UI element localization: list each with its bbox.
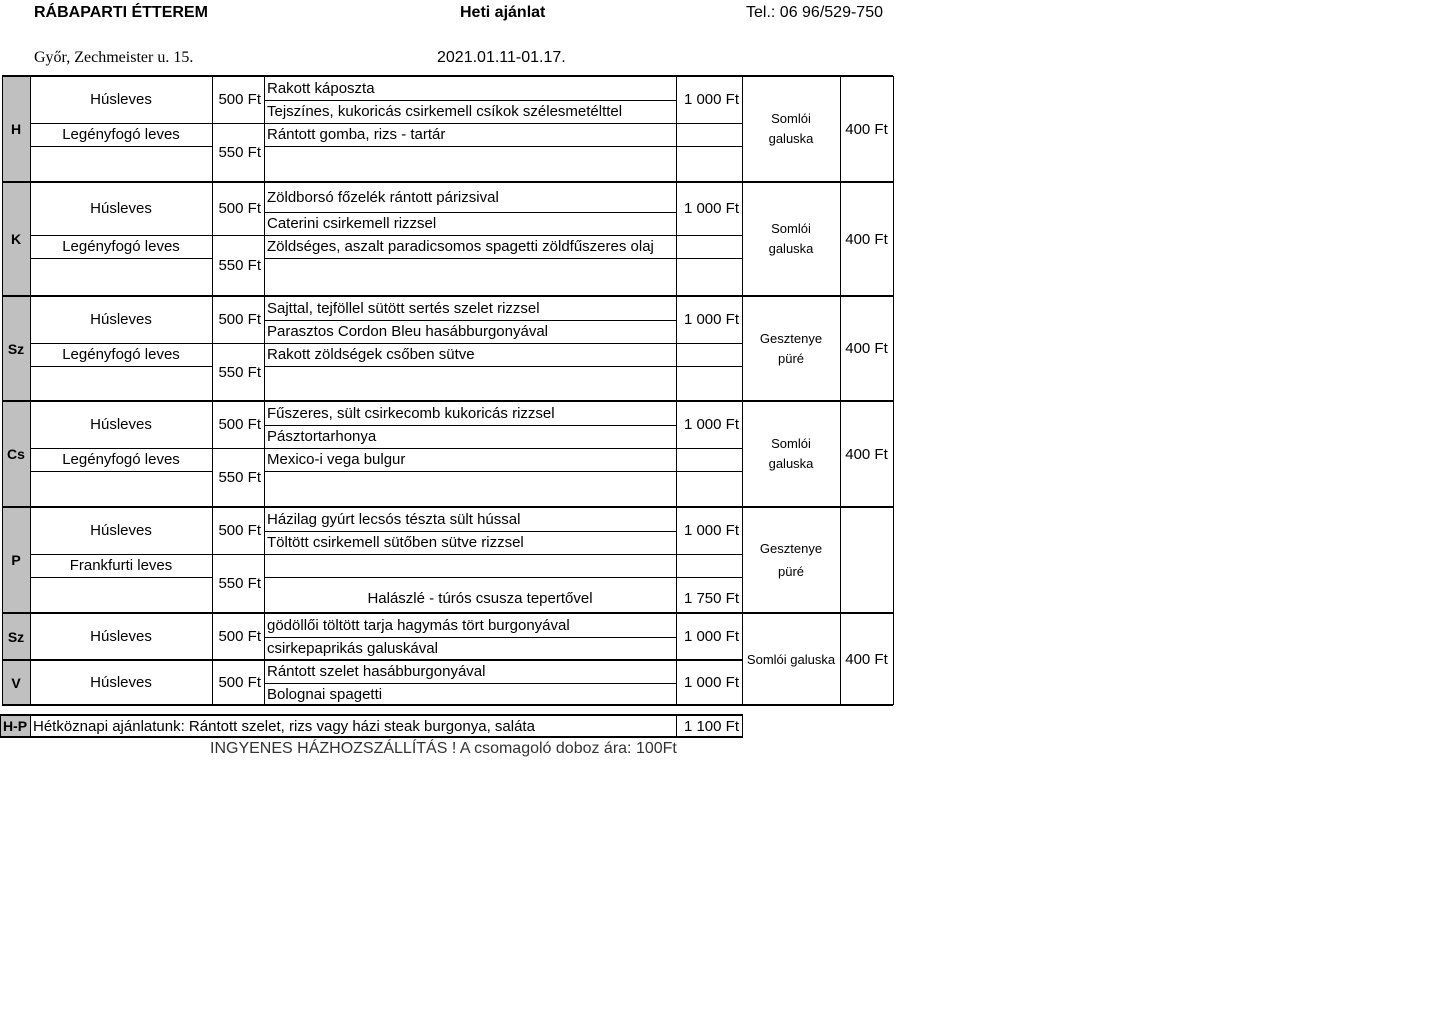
main-dish: gödöllői töltött tarja hagymás tört burgonyával [267, 616, 570, 634]
grid-line [30, 258, 212, 259]
main-dish: Tejszínes, kukoricás csirkemell csíkok szélesmetélttel [267, 103, 623, 120]
dessert: Gesztenye püré [759, 330, 823, 366]
main-dish: Zöldséges, aszalt paradicsomos spagetti zöldfűszeres olaj [267, 238, 654, 255]
soup-name: Frankfurti leves [69, 557, 173, 574]
grid-line [264, 471, 676, 472]
grid-line [264, 235, 742, 236]
grid-line [742, 182, 743, 296]
dessert-price: 400 Ft [845, 120, 888, 138]
address: Győr, Zechmeister u. 15. [34, 49, 194, 66]
grid-line [212, 613, 213, 660]
main-dish: Töltött csirkemell sütőben sütve rizzsel [267, 534, 524, 551]
grid-line [742, 401, 743, 507]
grid-line [264, 343, 742, 344]
grid-line [264, 613, 265, 660]
soup-name: Legényfogó leves [62, 451, 180, 468]
day-label: K [2, 182, 30, 296]
grid-line [264, 448, 742, 449]
soup-name: Húsleves [90, 628, 152, 645]
grid-line [30, 448, 264, 449]
day-label: Sz [2, 613, 30, 660]
grid-line [840, 296, 841, 401]
grid-line [676, 76, 677, 182]
grid-line [264, 366, 676, 367]
main-price: 1 750 Ft [683, 590, 739, 607]
grid-line [893, 401, 894, 507]
grid-line [0, 736, 742, 738]
soup-price: 500 Ft [218, 200, 261, 217]
grid-line [893, 296, 894, 401]
grid-line [742, 612, 893, 614]
soup-price: 550 Ft [218, 257, 261, 274]
grid-line [264, 76, 265, 182]
grid-line [264, 401, 265, 507]
grid-line [212, 507, 213, 613]
grid-line [2, 295, 893, 297]
grid-line [840, 507, 841, 613]
soup-price: 500 Ft [218, 522, 261, 539]
grid-line [742, 507, 743, 613]
grid-line [742, 76, 743, 182]
grid-line [30, 507, 31, 613]
main-price: 1 000 Ft [683, 311, 739, 328]
grid-line [212, 76, 213, 182]
grid-line [30, 146, 212, 147]
main-dish [264, 471, 676, 507]
main-price: 1 000 Ft [683, 91, 739, 108]
main-price: 1 000 Ft [683, 674, 739, 691]
grid-line [30, 296, 31, 401]
day-label: Sz [2, 296, 30, 401]
dessert-price: 400 Ft [845, 340, 888, 357]
grid-line [840, 182, 841, 296]
main-price: 1 000 Ft [683, 416, 739, 433]
soup-name: Legényfogó leves [62, 346, 180, 363]
soup-price: 500 Ft [218, 674, 261, 691]
main-dish: Halászlé - túrós csusza tepertővel [367, 590, 593, 607]
empty-cell [30, 146, 212, 182]
main-dish: csirkepaprikás galuskával [267, 640, 438, 657]
empty-cell [30, 471, 212, 507]
grid-line [2, 181, 893, 183]
main-dish [264, 146, 676, 182]
main-dish [264, 258, 676, 296]
main-dish: Rakott zöldségek csőben sütve [267, 346, 475, 363]
grid-line [840, 401, 841, 507]
grid-line [264, 296, 265, 401]
grid-line [30, 76, 31, 182]
main-dish: Caterini csirkemell rizzsel [267, 215, 437, 232]
main-dish: Házilag gyúrt lecsós tészta sült hússal [267, 510, 521, 528]
dessert: Gesztenye püré [759, 541, 823, 579]
grid-line [264, 683, 676, 684]
grid-line [212, 182, 213, 296]
grid-line [840, 613, 841, 705]
day-label: Cs [2, 401, 30, 507]
grid-line [30, 235, 264, 236]
grid-line [30, 554, 264, 555]
main-dish: Pásztortarhonya [267, 428, 377, 445]
soup-name: Húsleves [90, 200, 152, 217]
grid-line [264, 577, 676, 578]
grid-line [212, 660, 213, 705]
grid-line [742, 613, 743, 705]
grid-line [0, 714, 742, 716]
grid-line [676, 258, 742, 259]
grid-line [2, 659, 742, 661]
main-dish: Parasztos Cordon Bleu hasábburgonyával [267, 323, 549, 340]
offer-text: Hétköznapi ajánlatunk: Rántott szelet, rizs vagy házi steak burgonya, saláta [33, 717, 535, 735]
grid-line [2, 76, 3, 705]
page-title: Heti ajánlat [460, 4, 546, 21]
soup-name: Húsleves [90, 674, 152, 691]
soup-name: Legényfogó leves [62, 238, 180, 255]
grid-line [893, 507, 894, 613]
grid-line [676, 613, 677, 660]
grid-line [676, 146, 742, 147]
grid-line [676, 507, 677, 613]
soup-price: 550 Ft [218, 575, 261, 592]
grid-line [2, 400, 893, 402]
soup-name: Húsleves [90, 91, 152, 108]
grid-line [264, 212, 676, 213]
grid-line [676, 471, 742, 472]
grid-line [264, 637, 676, 638]
soup-name: Legényfogó leves [62, 126, 180, 143]
grid-line [264, 554, 742, 555]
offer-price: 1 100 Ft [683, 717, 739, 735]
grid-line [30, 343, 264, 344]
grid-line [893, 182, 894, 296]
dessert: Somlói galuska [768, 436, 814, 471]
date-range: 2021.01.11-01.17. [437, 49, 566, 66]
main-dish [264, 366, 676, 401]
restaurant-name: RÁBAPARTI ÉTTEREM [34, 4, 208, 21]
grid-line [264, 146, 676, 147]
main-dish: Rántott szelet hasábburgonyával [267, 663, 486, 680]
main-dish: Rántott gomba, rizs - tartár [267, 126, 446, 143]
soup-name: Húsleves [90, 416, 152, 433]
main-price: 1 000 Ft [683, 628, 739, 645]
empty-cell [30, 366, 212, 401]
grid-line [742, 296, 743, 401]
empty-cell [30, 577, 212, 613]
grid-line [30, 714, 31, 738]
grid-line [30, 182, 31, 296]
soup-price: 500 Ft [218, 311, 261, 328]
main-dish: Sajttal, tejföllel sütött sertés szelet rizzsel [267, 299, 540, 317]
grid-line [264, 100, 676, 101]
grid-line [676, 296, 677, 401]
main-dish: Bolognai spagetti [267, 685, 383, 703]
grid-line [212, 296, 213, 401]
grid-line [264, 123, 742, 124]
grid-line [676, 182, 677, 296]
grid-line [2, 75, 893, 77]
soup-name: Húsleves [90, 311, 152, 328]
day-label: H [2, 76, 30, 182]
grid-line [676, 714, 677, 738]
offer-label: H-P [0, 715, 30, 737]
main-dish: Rakott káposzta [267, 79, 375, 97]
soup-price: 550 Ft [218, 363, 261, 381]
grid-line [676, 577, 742, 578]
grid-line [264, 258, 676, 259]
grid-line [264, 531, 676, 532]
main-price: 1 000 Ft [683, 200, 739, 217]
dessert: Somlói galuska [768, 111, 814, 146]
grid-line [676, 401, 677, 507]
grid-line [2, 612, 742, 614]
phone-number: Tel.: 06 96/529-750 [746, 4, 883, 21]
delivery-note: INGYENES HÁZHOZSZÁLLÍTÁS ! A csomagoló doboz ára: 100Ft [210, 740, 677, 757]
day-label: V [2, 660, 30, 705]
grid-line [212, 401, 213, 507]
soup-price: 500 Ft [218, 91, 261, 108]
main-price: 1 000 Ft [683, 522, 739, 539]
dessert-price: 400 Ft [845, 650, 888, 668]
grid-line [264, 182, 265, 296]
grid-line [30, 123, 264, 124]
soup-price: 500 Ft [218, 416, 261, 433]
grid-line [30, 366, 212, 367]
dessert: Somlói galuska [768, 221, 814, 256]
main-dish: Mexico-i vega bulgur [267, 451, 406, 468]
grid-line [840, 76, 841, 182]
dessert: Somlói galuska [746, 651, 836, 667]
grid-line [264, 660, 265, 705]
soup-price: 550 Ft [218, 144, 261, 161]
grid-line [742, 714, 743, 738]
main-dish: Fűszeres, sült csirkecomb kukoricás rizzsel [267, 404, 555, 422]
main-dish: Zöldborsó főzelék rántott párizsival [267, 188, 499, 206]
soup-price: 500 Ft [218, 628, 261, 645]
dessert-price: 400 Ft [845, 230, 888, 248]
day-label: P [2, 507, 30, 613]
grid-line [30, 660, 31, 705]
dessert-price: 400 Ft [845, 445, 888, 463]
grid-line [893, 76, 894, 182]
grid-line [0, 714, 1, 738]
grid-line [264, 507, 265, 613]
grid-line [2, 506, 893, 508]
grid-line [264, 320, 676, 321]
empty-cell [30, 258, 212, 296]
grid-line [30, 577, 212, 578]
grid-line [30, 401, 31, 507]
grid-line [676, 660, 677, 705]
grid-line [264, 425, 676, 426]
grid-line [2, 704, 893, 706]
grid-line [30, 471, 212, 472]
soup-name: Húsleves [90, 522, 152, 539]
grid-line [893, 613, 894, 705]
main-dish [264, 554, 676, 577]
grid-line [676, 366, 742, 367]
dessert-price [840, 507, 893, 613]
grid-line [30, 613, 31, 660]
soup-price: 550 Ft [218, 469, 261, 486]
